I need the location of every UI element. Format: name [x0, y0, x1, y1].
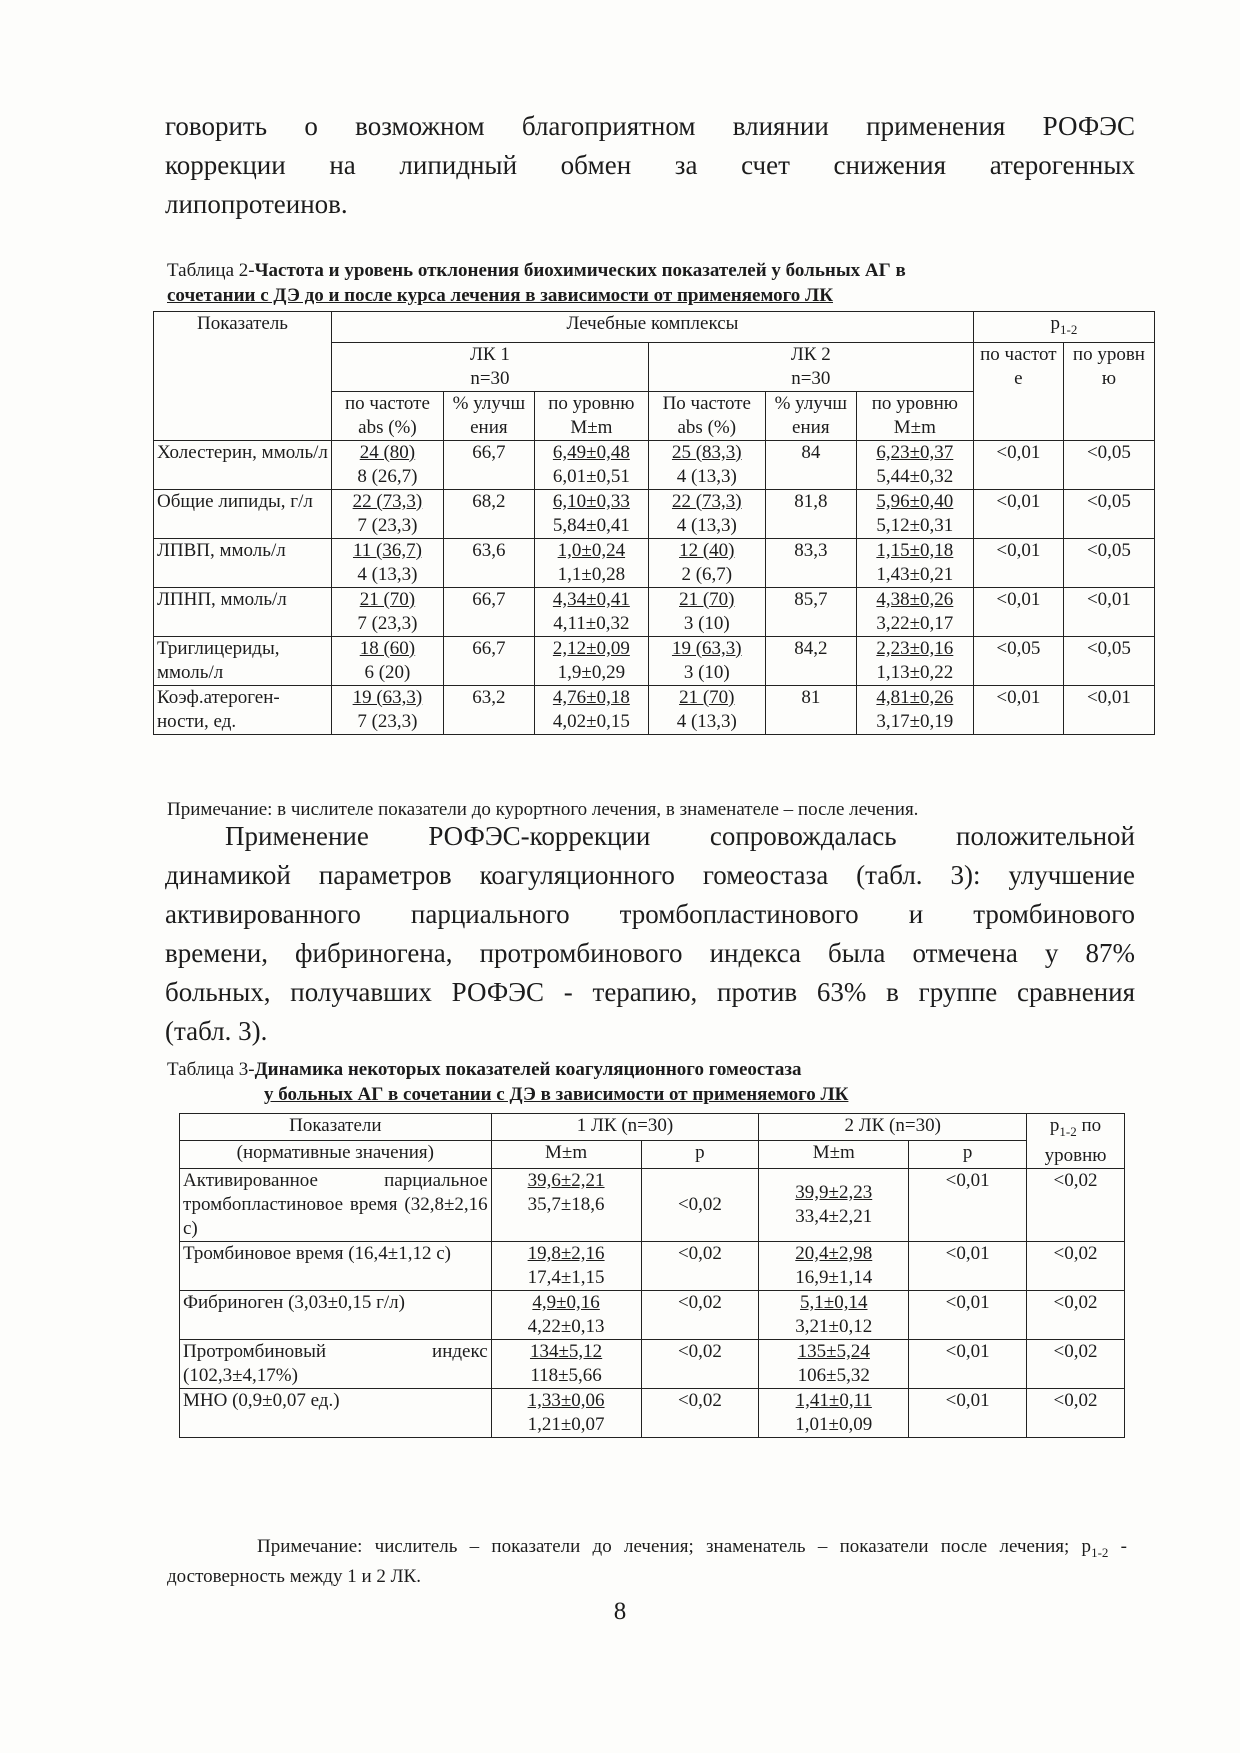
level-lk2-denominator: 1,43±0,21 [876, 563, 954, 585]
row-indicator: Активированное парциальное тромбопластиновое время (32,8±2,16 с) [180, 1168, 492, 1241]
frequency-lk1-denominator: 7 (23,3) [357, 710, 418, 732]
improvement-lk1: 68,2 [443, 489, 534, 538]
improvement-lk1: 63,2 [443, 685, 534, 734]
header-p-frequency: по частот е [973, 342, 1063, 440]
header-lk1: 1 ЛК (n=30) [491, 1114, 759, 1141]
improvement-lk2: 81,8 [765, 489, 856, 538]
p-frequency: <0,01 [973, 489, 1063, 538]
table-row [154, 538, 1155, 587]
p-level: <0,01 [1063, 685, 1154, 734]
frequency-lk2 [648, 489, 765, 538]
level-lk2-numerator: 2,23±0,16 [876, 637, 954, 659]
p12-level: <0,02 [1027, 1290, 1125, 1339]
table-row [154, 685, 1155, 734]
mm-lk1-numerator: 19,8±2,16 [527, 1242, 605, 1264]
frequency-lk2 [648, 587, 765, 636]
paragraph-line: говорить о возможном благоприятном влиянии применения РОФЭС [165, 111, 1135, 141]
mm-lk2-numerator: 39,9±2,23 [795, 1181, 873, 1203]
frequency-lk1-numerator: 22 (73,3) [352, 490, 423, 512]
level-lk2-numerator: 5,96±0,40 [876, 490, 954, 512]
paragraph-line: (табл. 3). [165, 1016, 268, 1046]
paragraph-line: больных, получавших РОФЭС - терапию, против 63% в группе сравнения [165, 977, 1135, 1007]
level-lk1-numerator: 6,10±0,33 [552, 490, 630, 512]
mm-lk1-denominator: 1,21±0,07 [527, 1413, 605, 1435]
p-level: <0,01 [1063, 587, 1154, 636]
mm-lk1-denominator: 118±5,66 [530, 1364, 602, 1386]
frequency-lk2 [648, 685, 765, 734]
mm-lk1-denominator: 35,7±18,6 [527, 1193, 605, 1215]
table-row [180, 1290, 1125, 1339]
p-lk1: <0,02 [641, 1241, 759, 1290]
level-lk1-denominator: 4,02±0,15 [552, 710, 630, 732]
header-frequency-1: по частоте abs (%) [332, 391, 444, 440]
mm-lk2-denominator: 16,9±1,14 [795, 1266, 873, 1288]
header-p-1: p [641, 1141, 759, 1168]
mm-lk2-denominator: 3,21±0,12 [795, 1315, 873, 1337]
table-row [180, 1339, 1125, 1388]
mm-lk2-denominator: 33,4±2,21 [795, 1205, 873, 1227]
mm-lk1-denominator: 4,22±0,13 [527, 1315, 605, 1337]
header-lk2: ЛК 2 n=30 [648, 342, 973, 391]
row-indicator: Общие липиды, г/л [154, 489, 332, 538]
improvement-lk2: 81 [765, 685, 856, 734]
level-lk1-numerator: 2,12±0,09 [552, 637, 630, 659]
frequency-lk2 [648, 636, 765, 685]
table-2-body [154, 440, 1155, 734]
p12-level: <0,02 [1027, 1339, 1125, 1388]
improvement-lk2: 84 [765, 440, 856, 489]
header-improvement-1: % улучш ения [443, 391, 534, 440]
frequency-lk1 [332, 440, 444, 489]
row-indicator: Холестерин, ммоль/л [154, 440, 332, 489]
frequency-lk1-numerator: 21 (70) [359, 588, 416, 610]
level-lk2-numerator: 1,15±0,18 [876, 539, 954, 561]
table-row [180, 1388, 1125, 1437]
header-normative: (нормативные значения) [180, 1141, 492, 1168]
mm-lk1-numerator: 134±5,12 [529, 1340, 603, 1362]
frequency-lk2-denominator: 3 (10) [683, 612, 730, 634]
improvement-lk2: 85,7 [765, 587, 856, 636]
frequency-lk2-numerator: 19 (63,3) [671, 637, 742, 659]
row-indicator: ЛПНП, ммоль/л [154, 587, 332, 636]
p-frequency: <0,01 [973, 685, 1063, 734]
paragraph-line: коррекции на липидный обмен за счет снижения атерогенных [165, 150, 1135, 180]
mm-lk1 [491, 1290, 641, 1339]
header-complexes: Лечебные комплексы [332, 312, 974, 343]
level-lk1 [534, 538, 648, 587]
level-lk1-denominator: 6,01±0,51 [552, 465, 630, 487]
mm-lk1 [491, 1339, 641, 1388]
header-indicators: Показатели [180, 1114, 492, 1141]
frequency-lk1-numerator: 18 (60) [359, 637, 416, 659]
header-level-2: по уровню M±m [856, 391, 973, 440]
frequency-lk2-numerator: 25 (83,3) [671, 441, 742, 463]
mm-lk2-denominator: 1,01±0,09 [795, 1413, 873, 1435]
frequency-lk2-denominator: 3 (10) [683, 661, 730, 683]
p-level: <0,05 [1063, 440, 1154, 489]
improvement-lk1: 63,6 [443, 538, 534, 587]
mm-lk1-denominator: 17,4±1,15 [527, 1266, 605, 1288]
header-p-2: p [909, 1141, 1027, 1168]
header-level-1: по уровню M±m [534, 391, 648, 440]
p-frequency: <0,05 [973, 636, 1063, 685]
improvement-lk2: 84,2 [765, 636, 856, 685]
mm-lk2 [759, 1241, 909, 1290]
frequency-lk1-denominator: 7 (23,3) [357, 612, 418, 634]
level-lk1-numerator: 6,49±0,48 [552, 441, 630, 463]
row-indicator: Протромбиновый индекс (102,3±4,17%) [180, 1339, 492, 1388]
level-lk1-denominator: 1,1±0,28 [557, 563, 626, 585]
mm-lk1 [491, 1168, 641, 1241]
p-level: <0,05 [1063, 636, 1154, 685]
mm-lk2-denominator: 106±5,32 [797, 1364, 870, 1386]
frequency-lk1-denominator: 6 (20) [364, 661, 411, 683]
frequency-lk2-numerator: 22 (73,3) [671, 490, 742, 512]
p-lk2: <0,01 [909, 1388, 1027, 1437]
p-lk2: <0,01 [909, 1339, 1027, 1388]
row-indicator: Коэф.атероген-ности, ед. [154, 685, 332, 734]
p12-level: <0,02 [1027, 1388, 1125, 1437]
header-p12-level: $p_{1-2}$ по уровню [1027, 1114, 1125, 1169]
level-lk2 [856, 440, 973, 489]
p-frequency: <0,01 [973, 587, 1063, 636]
mm-lk2-numerator: 1,41±0,11 [795, 1389, 872, 1411]
p12-level: <0,02 [1027, 1241, 1125, 1290]
row-indicator: ЛПВП, ммоль/л [154, 538, 332, 587]
frequency-lk1 [332, 685, 444, 734]
table-3-body [180, 1168, 1125, 1437]
table-3-caption: Таблица 3-Динамика некоторых показателей коагуляционного гомеостаза у больных АГ в сочетании с ДЭ в зависимости от применяемого ЛК [167, 1059, 849, 1105]
frequency-lk1-numerator: 11 (36,7) [352, 539, 422, 561]
mm-lk1-numerator: 4,9±0,16 [532, 1291, 600, 1313]
level-lk2-denominator: 3,22±0,17 [876, 612, 954, 634]
mm-lk2-numerator: 5,1±0,14 [800, 1291, 868, 1313]
p-lk1: <0,02 [641, 1388, 759, 1437]
level-lk1-denominator: 4,11±0,32 [553, 612, 630, 634]
p-lk2: <0,01 [909, 1168, 1027, 1241]
p12-level: <0,02 [1027, 1168, 1125, 1241]
table-row [180, 1168, 1125, 1241]
frequency-lk2-numerator: 12 (40) [679, 539, 735, 561]
table-2-note: Примечание: в числителе показатели до курортного лечения, в знаменателе – после лечения. [167, 799, 919, 820]
p-lk1: <0,02 [641, 1168, 759, 1241]
page-number: 8 [613, 1598, 627, 1625]
level-lk2-numerator: 4,38±0,26 [876, 588, 954, 610]
level-lk2 [856, 489, 973, 538]
mm-lk1-numerator: 39,6±2,21 [527, 1169, 605, 1191]
level-lk2 [856, 587, 973, 636]
improvement-lk1: 66,7 [443, 440, 534, 489]
level-lk2-numerator: 6,23±0,37 [876, 441, 954, 463]
frequency-lk1-numerator: 24 (80) [359, 441, 416, 463]
level-lk1-numerator: 4,34±0,41 [552, 588, 630, 610]
level-lk2-denominator: 3,17±0,19 [876, 710, 954, 732]
p-lk2: <0,01 [909, 1290, 1027, 1339]
mm-lk1 [491, 1388, 641, 1437]
mm-lk2 [759, 1168, 909, 1241]
level-lk2-numerator: 4,81±0,26 [876, 686, 954, 708]
frequency-lk2-numerator: 21 (70) [679, 686, 735, 708]
frequency-lk1 [332, 489, 444, 538]
mm-lk2 [759, 1290, 909, 1339]
table-row [154, 587, 1155, 636]
frequency-lk1 [332, 636, 444, 685]
row-indicator: МНО (0,9±0,07 ед.) [180, 1388, 492, 1437]
header-improvement-2: % улучш ения [765, 391, 856, 440]
row-indicator: Фибриноген (3,03±0,15 г/л) [180, 1290, 492, 1339]
p-level: <0,05 [1063, 538, 1154, 587]
table-2-caption: Таблица 2-Частота и уровень отклонения биохимических показателей у больных АГ в сочетании с ДЭ до и после курса лечения в зависимости от применяемого ЛК [167, 260, 906, 306]
mm-lk2 [759, 1339, 909, 1388]
frequency-lk1-denominator: 4 (13,3) [357, 563, 418, 585]
level-lk1 [534, 489, 648, 538]
paragraph-line: Применение РОФЭС-коррекции сопровождалась положительной [225, 821, 1135, 851]
level-lk1 [534, 440, 648, 489]
table-row [180, 1241, 1125, 1290]
paragraph-line: времени, фибриногена, протромбинового индекса была отмечена у 87% [165, 938, 1135, 968]
paragraph-1 [165, 107, 1135, 224]
header-p12: $p_{1-2}$ [973, 312, 1154, 343]
improvement-lk1: 66,7 [443, 587, 534, 636]
p-lk2: <0,01 [909, 1241, 1027, 1290]
header-lk1: ЛК 1 n=30 [332, 342, 649, 391]
p-lk1: <0,02 [641, 1339, 759, 1388]
frequency-lk2 [648, 538, 765, 587]
paragraph-2 [165, 817, 1135, 1051]
level-lk2 [856, 685, 973, 734]
frequency-lk2-denominator: 4 (13,3) [676, 710, 737, 732]
level-lk2-denominator: 5,12±0,31 [876, 514, 954, 536]
row-indicator: Триглицериды, ммоль/л [154, 636, 332, 685]
improvement-lk1: 66,7 [443, 636, 534, 685]
header-mm-1: M±m [491, 1141, 641, 1168]
frequency-lk1 [332, 538, 444, 587]
p-frequency: <0,01 [973, 538, 1063, 587]
header-mm-2: M±m [759, 1141, 909, 1168]
header-indicator: Показатель [154, 312, 332, 441]
level-lk2-denominator: 5,44±0,32 [876, 465, 954, 487]
paragraph-line: динамикой параметров коагуляционного гомеостаза (табл. 3): улучшение [165, 860, 1135, 890]
frequency-lk2-denominator: 2 (6,7) [681, 563, 733, 585]
frequency-lk2-denominator: 4 (13,3) [676, 465, 737, 487]
level-lk2 [856, 538, 973, 587]
level-lk1-numerator: 4,76±0,18 [552, 686, 630, 708]
frequency-lk1-denominator: 7 (23,3) [357, 514, 418, 536]
frequency-lk2-numerator: 21 (70) [679, 588, 735, 610]
frequency-lk1-denominator: 8 (26,7) [357, 465, 418, 487]
improvement-lk2: 83,3 [765, 538, 856, 587]
level-lk1 [534, 636, 648, 685]
table-row [154, 489, 1155, 538]
row-indicator: Тромбиновое время (16,4±1,12 с) [180, 1241, 492, 1290]
table-row [154, 636, 1155, 685]
mm-lk1-numerator: 1,33±0,06 [527, 1389, 605, 1411]
p-lk1: <0,02 [641, 1290, 759, 1339]
frequency-lk2 [648, 440, 765, 489]
level-lk1 [534, 587, 648, 636]
frequency-lk2-denominator: 4 (13,3) [676, 514, 737, 536]
level-lk1-denominator: 1,9±0,29 [557, 661, 626, 683]
mm-lk2-numerator: 20,4±2,98 [795, 1242, 873, 1264]
table-row [154, 440, 1155, 489]
paragraph-line: активированного парциального тромбопластинового и тромбинового [165, 899, 1135, 929]
mm-lk2 [759, 1388, 909, 1437]
level-lk2 [856, 636, 973, 685]
table-3 [179, 1113, 1125, 1438]
paragraph-line: липопротеинов. [165, 189, 348, 219]
frequency-lk1 [332, 587, 444, 636]
p-level: <0,05 [1063, 489, 1154, 538]
header-lk2: 2 ЛК (n=30) [759, 1114, 1027, 1141]
level-lk1-denominator: 5,84±0,41 [552, 514, 630, 536]
table-3-note: Примечание: числитель – показатели до лечения; знаменатель – показатели после лечения; $p_{1-2}$ - достоверность между 1 и 2 ЛК. [167, 1536, 1127, 1587]
header-p-level: по уровн ю [1063, 342, 1154, 440]
level-lk1 [534, 685, 648, 734]
level-lk2-denominator: 1,13±0,22 [876, 661, 954, 683]
p-frequency: <0,01 [973, 440, 1063, 489]
mm-lk2-numerator: 135±5,24 [797, 1340, 870, 1362]
mm-lk1 [491, 1241, 641, 1290]
level-lk1-numerator: 1,0±0,24 [557, 539, 626, 561]
table-2 [153, 311, 1155, 735]
frequency-lk1-numerator: 19 (63,3) [352, 686, 423, 708]
header-frequency-2: По частоте abs (%) [648, 391, 765, 440]
